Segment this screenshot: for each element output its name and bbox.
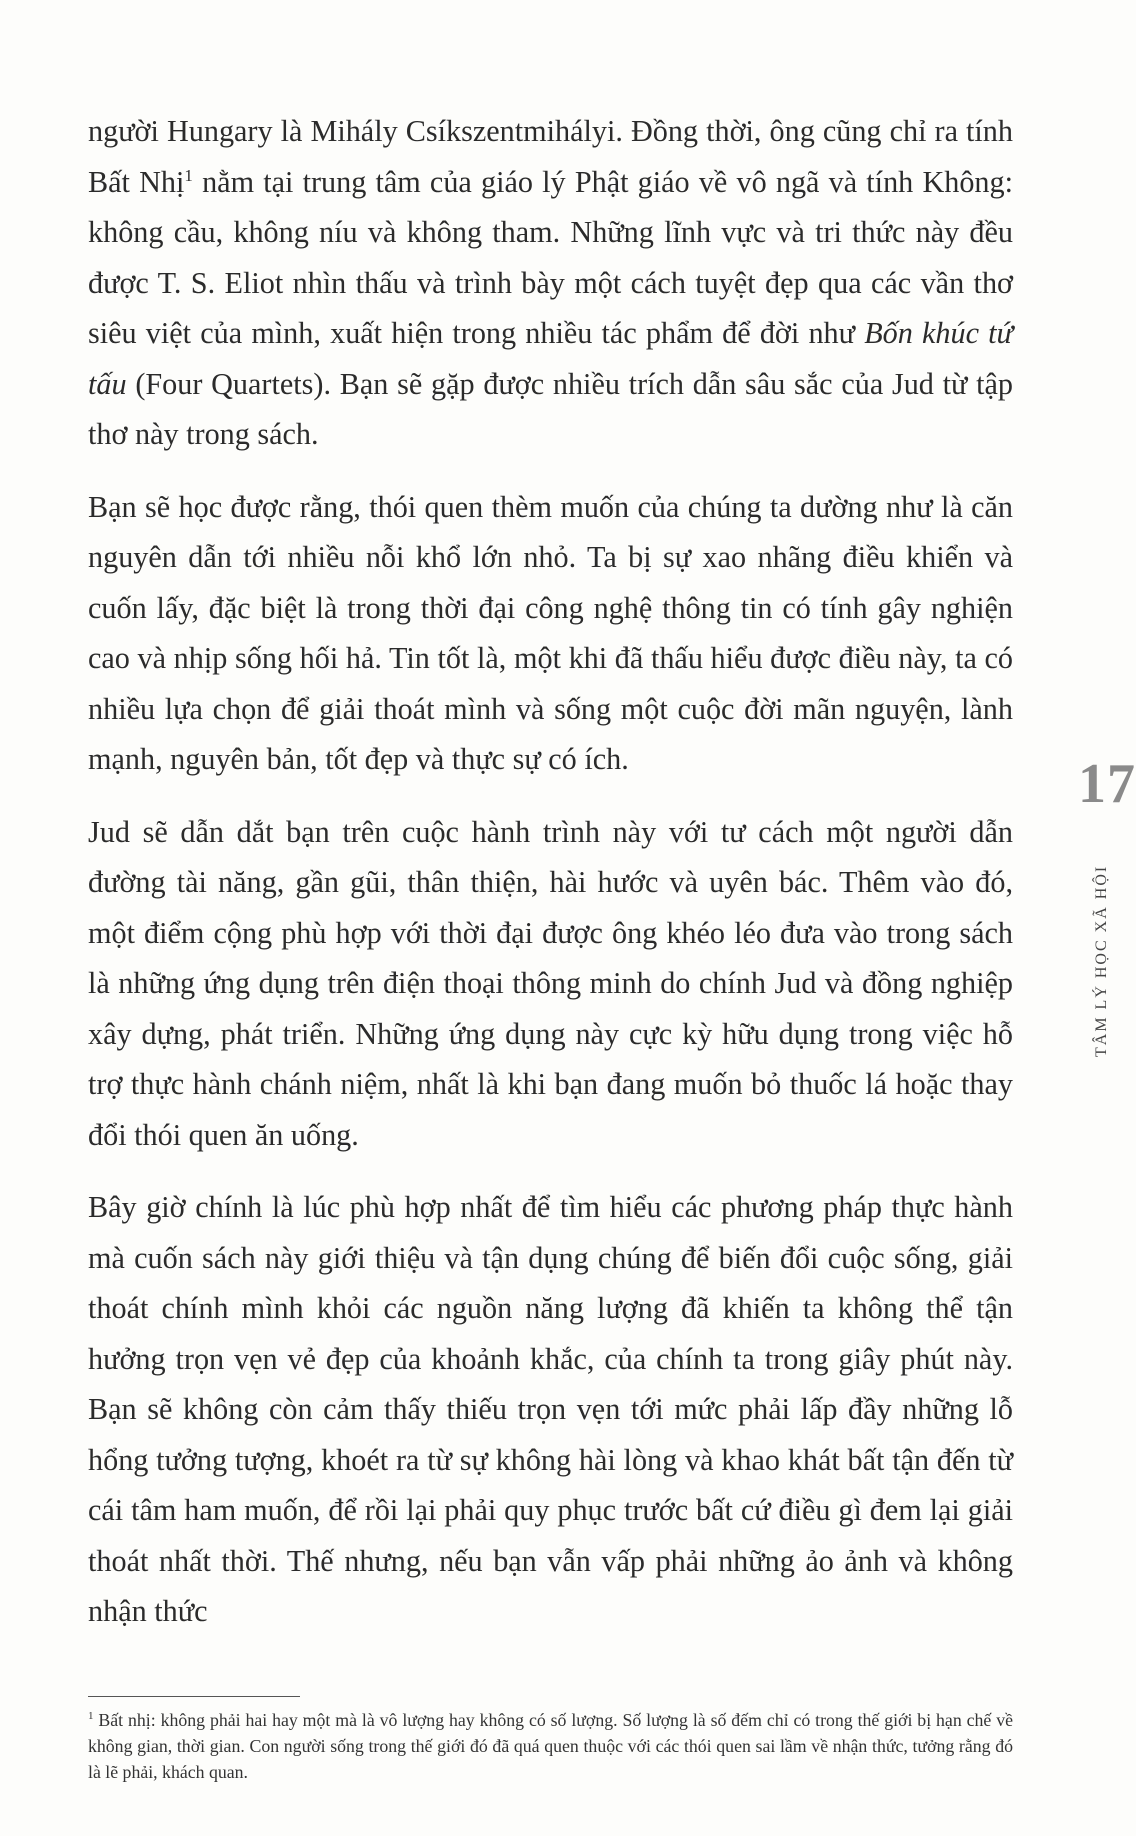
footnote-marker: 1 xyxy=(88,1710,94,1723)
paragraph-1 xyxy=(88,106,1013,460)
book-title-italic: Bốn khúc tứ tấu xyxy=(88,316,1014,401)
footnote-reference: 1 xyxy=(184,165,193,185)
paragraph-1-part-a: người Hungary là Mihály Csíkszentmihályi. Đồng thời, ông cũng chỉ ra tính Bất Nhị xyxy=(88,114,1013,199)
footnote xyxy=(88,1707,1013,1785)
paragraph-1-part-b: nằm tại trung tâm của giáo lý Phật giáo về vô ngã và tính Không: không cầu, không níu và không tham. Những lĩnh vực và tri thức này đều được T. S. Eliot nhìn thấu và trình bày một cách tuyệt đẹp qua các vần thơ siêu việt của mình, xuất hiện trong nhiều tác phẩm để đời như xyxy=(88,164,1014,350)
paragraph-4: Bây giờ chính là lúc phù hợp nhất để tìm hiểu các phương pháp thực hành mà cuốn sách này giới thiệu và tận dụng chúng để biến đổi cuộc sống, giải thoát chính mình khỏi các nguồn năng lượng đã khiến ta không thể tận hưởng trọn vẹn vẻ đẹp của khoảnh khắc, của chính ta trong giây phút này. Bạn sẽ không còn cảm thấy thiếu trọn vẹn tới mức phải lấp đầy những lỗ hổng tưởng tượng, khoét ra từ sự không hài lòng và khao khát bất tận đến từ cái tâm ham muốn, để rồi lại phải quy phục trước bất cứ điều gì đem lại giải thoát nhất thời. Thế nhưng, nếu bạn vẫn vấp phải những ảo ảnh và không nhận thức xyxy=(88,1190,1013,1628)
footnote-text: Bất nhị: không phải hai hay một mà là vô lượng hay không có số lượng. Số lượng là số đếm chỉ có trong thế giới bị hạn chế về không gian, thời gian. Con người sống trong thế giới đó đã quá quen thuộc với các thói quen sai lầm về nhận thức, tưởng rằng đó là lẽ phải, khách quan. xyxy=(88,1710,1013,1782)
main-text xyxy=(88,106,1013,1637)
paragraph-1-part-c: (Four Quartets). Bạn sẽ gặp được nhiều trích dẫn sâu sắc của Jud từ tập thơ này trong sách. xyxy=(88,366,1013,451)
paragraph-3: Jud sẽ dẫn dắt bạn trên cuộc hành trình này với tư cách một người dẫn đường tài năng, gần gũi, thân thiện, hài hước và uyên bác. Thêm vào đó, một điểm cộng phù hợp với thời đại được ông khéo léo đưa vào trong sách là những ứng dụng trên điện thoại thông minh do chính Jud và đồng nghiệp xây dựng, phát triển. Những ứng dụng này cực kỳ hữu dụng trong việc hỗ trợ thực hành chánh niệm, nhất là khi bạn đang muốn bỏ thuốc lá hoặc thay đổi thói quen ăn uống. xyxy=(88,814,1013,1152)
paragraph-2: Bạn sẽ học được rằng, thói quen thèm muốn của chúng ta dường như là căn nguyên dẫn tới nhiều nỗi khổ lớn nhỏ. Ta bị sự xao nhãng điều khiển và cuốn lấy, đặc biệt là trong thời đại công nghệ thông tin có tính gây nghiện cao và nhịp sống hối hả. Tin tốt là, một khi đã thấu hiểu được điều này, ta có nhiều lựa chọn để giải thoát mình và sống một cuộc đời mãn nguyện, lành mạnh, nguyên bản, tốt đẹp và thực sự có ích. xyxy=(88,489,1013,776)
running-head: TÂM LÝ HỌC XÃ HỘI xyxy=(1093,864,1110,1057)
footnote-divider xyxy=(88,1696,300,1697)
page-number: 17 xyxy=(1078,753,1136,815)
